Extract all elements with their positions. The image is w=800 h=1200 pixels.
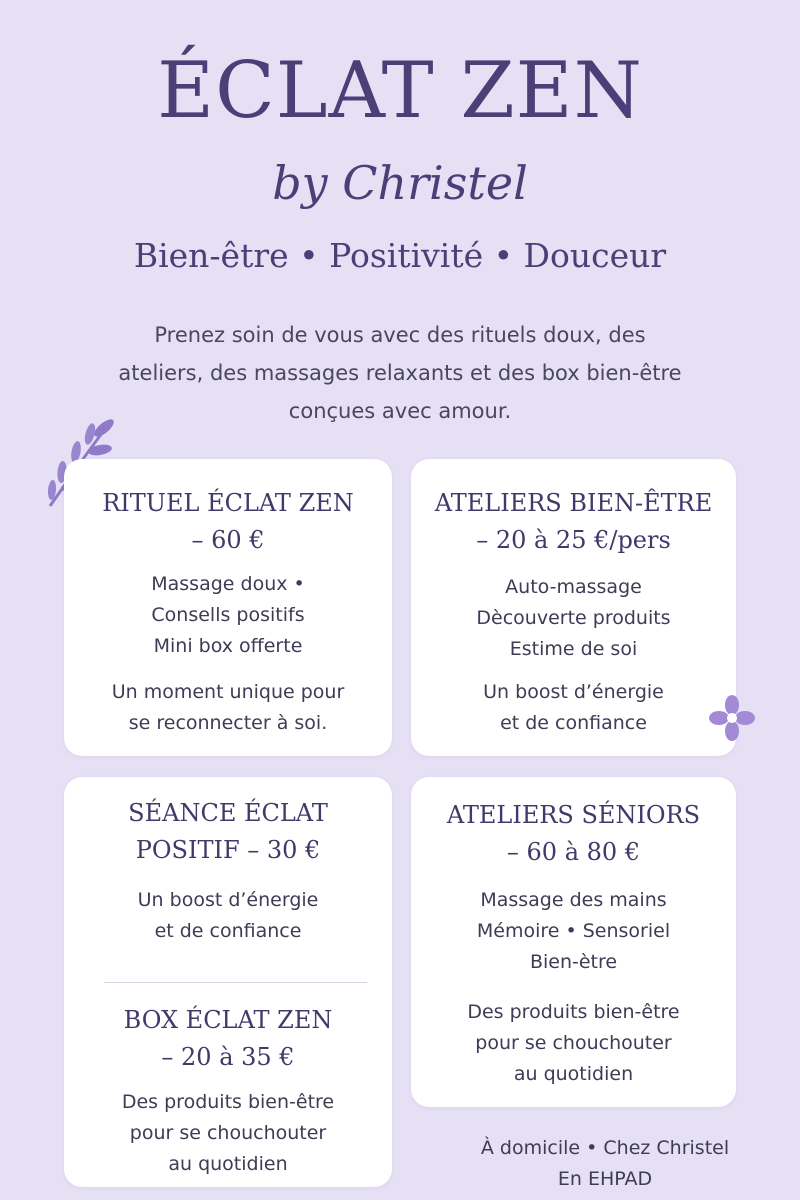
card-tagline: Un moment unique pour <box>111 681 345 703</box>
flower-icon <box>706 692 758 744</box>
card-title: ATELIERS BIEN-ÊTRE <box>434 489 713 517</box>
card-tagline: et de confiance <box>154 920 302 942</box>
card-title: BOX ÉCLAT ZEN <box>123 1006 333 1034</box>
card-title: RITUEL ÉCLAT ZEN <box>102 489 354 517</box>
intro-line: ateliers, des massages relaxants et des box bien-être <box>118 361 682 385</box>
card-item: Mémoire • Sensoriel <box>476 920 671 942</box>
card-item: Mini box offerte <box>153 635 303 657</box>
intro-text <box>70 316 730 430</box>
card-tagline: pour se chouchouter <box>129 1122 327 1144</box>
card-title: SÉANCE ÉCLAT <box>128 799 328 827</box>
card-ateliers-seniors <box>411 777 736 1107</box>
card-item: Dècouverte produits <box>476 607 671 629</box>
card-tagline: au quotidien <box>168 1153 288 1175</box>
card-tagline: et de confiance <box>500 712 647 734</box>
tagline: Bien-être • Positivité • Douceur <box>133 236 667 275</box>
card-ateliers-bien-etre <box>411 459 736 756</box>
card-price: – 20 à 25 €/pers <box>476 526 671 554</box>
card-item: Consells positifs <box>151 604 305 626</box>
card-item: Massage doux • <box>151 573 305 595</box>
brand-title: ÉCLAT ZEN <box>157 46 643 136</box>
card-price: – 20 à 35 € <box>161 1043 295 1071</box>
card-title: ATELIERS SÉNIORS <box>446 801 701 829</box>
brand-subtitle: by Christel <box>272 156 528 210</box>
card-tagline: au quotidien <box>513 1063 634 1085</box>
divider <box>104 982 367 983</box>
card-item: Bien-ètre <box>529 951 618 973</box>
card-tagline: se reconnecter à soi. <box>128 712 328 734</box>
card-rituel-eclat-zen <box>64 459 392 756</box>
card-tagline: Un boost d’énergie <box>137 889 319 911</box>
card-price: – 60 € <box>191 526 265 554</box>
locations <box>440 1133 770 1195</box>
intro-line: conçues avec amour. <box>288 399 512 423</box>
card-tagline: pour se chouchouter <box>475 1032 672 1054</box>
card-item: Auto-massage <box>505 576 642 598</box>
card-item: Estime de soi <box>509 638 638 660</box>
card-seance-box <box>64 777 392 1187</box>
card-tagline: Un boost d’énergie <box>483 681 664 703</box>
card-price: – 60 à 80 € <box>506 838 641 866</box>
intro-line: Prenez soin de vous avec des rituels doux, des <box>154 323 646 347</box>
card-price: POSITIF – 30 € <box>135 836 321 864</box>
card-item: Massage des mains <box>480 889 667 911</box>
location-line: En EHPAD <box>557 1168 653 1190</box>
location-line: À domicile • Chez Christel <box>480 1137 730 1159</box>
card-tagline: Des produits bien-être <box>467 1001 680 1023</box>
card-tagline: Des produits bien-être <box>121 1091 335 1113</box>
